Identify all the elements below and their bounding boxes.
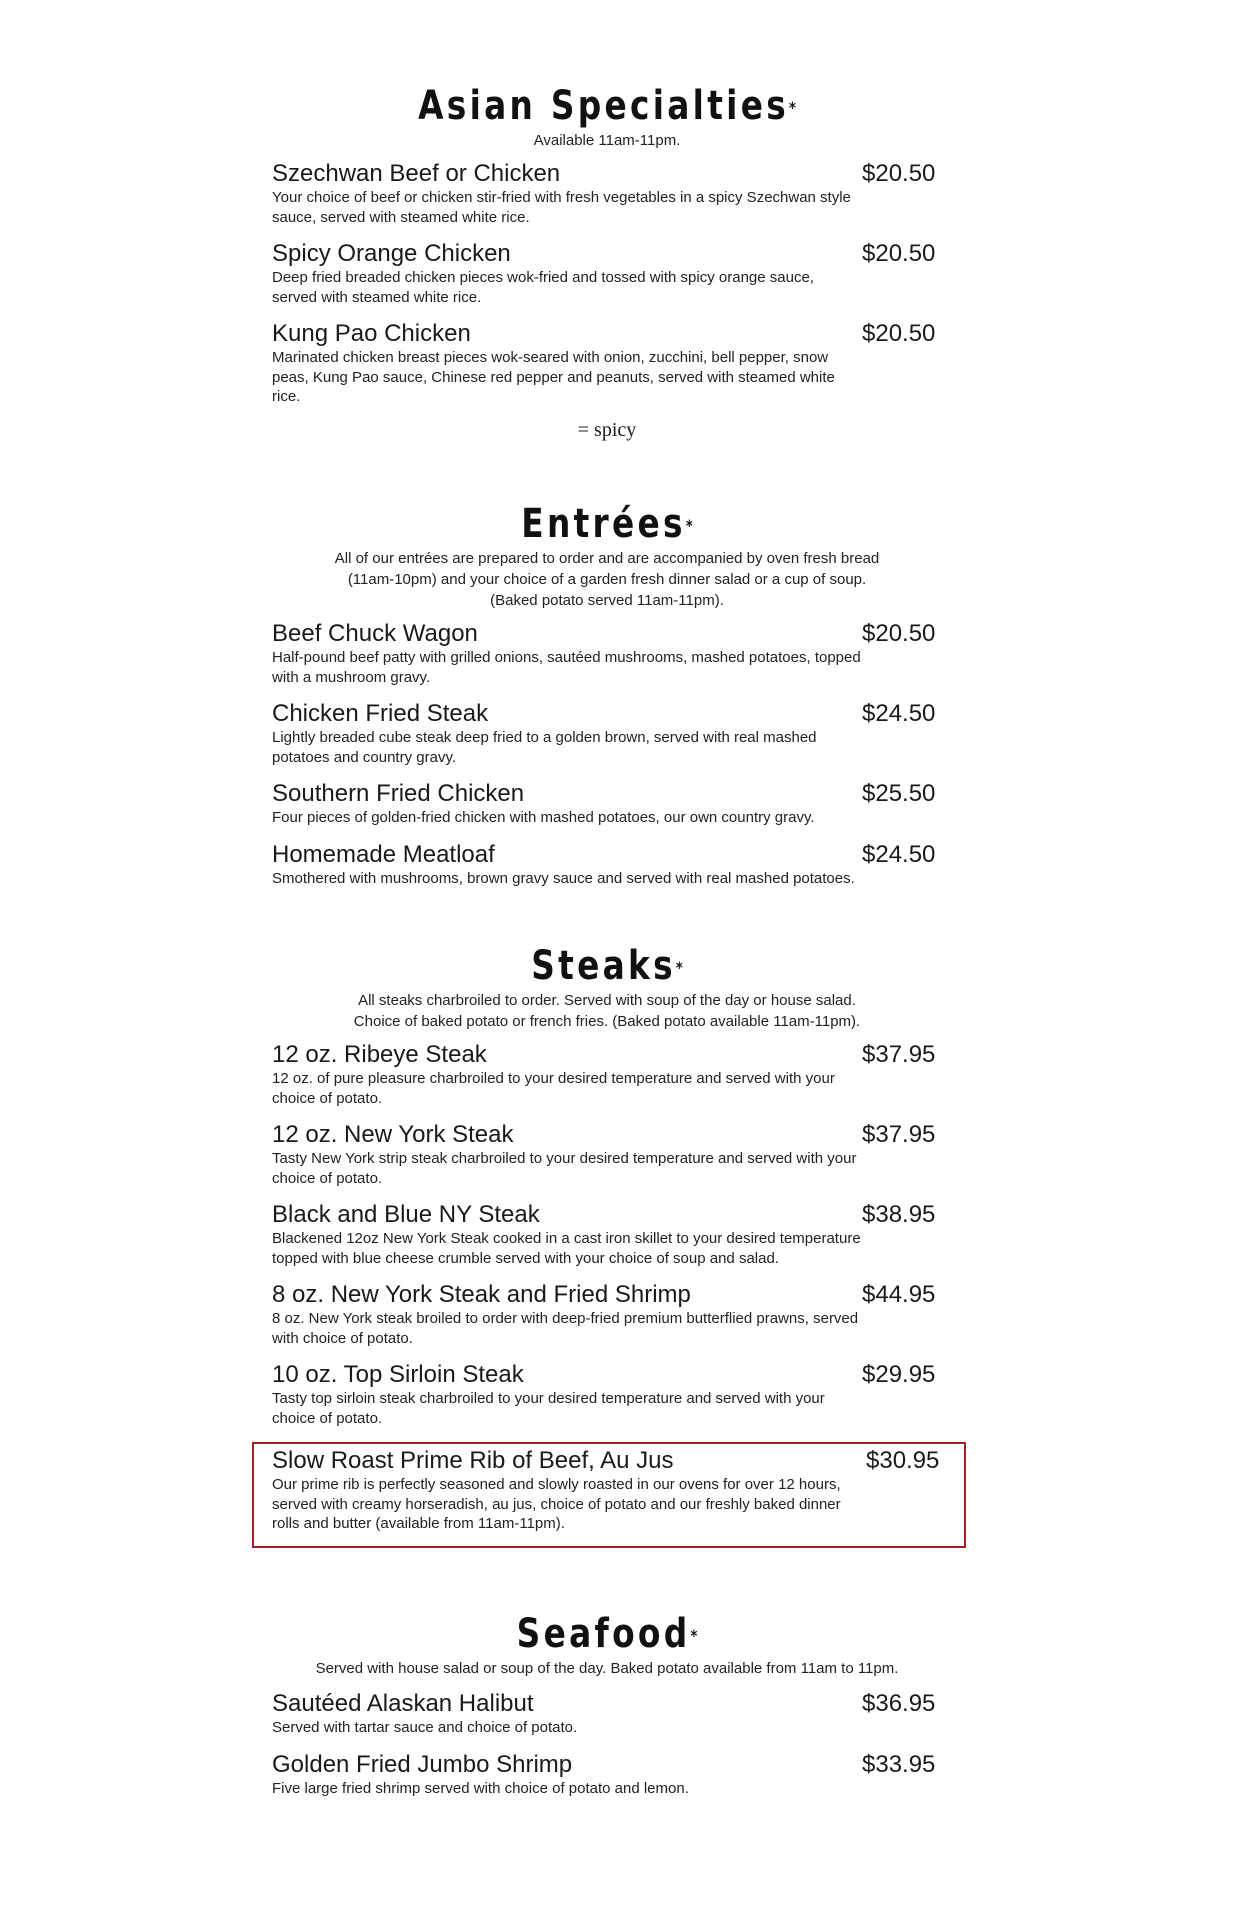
item-name: Golden Fried Jumbo Shrimp bbox=[272, 1750, 573, 1778]
section-subtitle: All of our entrées are prepared to order and are accompanied by oven fresh bread (11am-10pm) and your choice of a garden fresh dinner salad or a cup of soup. (Baked potato served 11am-11pm). bbox=[334, 550, 880, 609]
section-entrees bbox=[272, 502, 942, 888]
item-price: $33.95 bbox=[862, 1750, 936, 1778]
item-description: Blackened 12oz New York Steak cooked in a cast iron skillet to your desired temperature topped with blue cheese crumble served with your choice of soup and salad. bbox=[272, 1230, 861, 1267]
section-heading: Entrées* bbox=[521, 501, 693, 547]
item-description: Served with tartar sauce and choice of potato. bbox=[272, 1719, 578, 1736]
item-name: Spicy Orange Chicken bbox=[272, 240, 511, 267]
item-name: Kung Pao Chicken bbox=[272, 320, 471, 347]
item-name: 8 oz. New York Steak and Fried Shrimp bbox=[272, 1281, 691, 1308]
section-heading: Asian Specialties* bbox=[418, 83, 796, 129]
section-heading: Seafood* bbox=[516, 1611, 698, 1657]
item-name: Beef Chuck Wagon bbox=[272, 620, 478, 647]
item-price: $25.50 bbox=[862, 780, 936, 807]
item-price: $36.95 bbox=[862, 1690, 936, 1717]
item-description: Five large fried shrimp served with choice of potato and lemon. bbox=[272, 1779, 689, 1797]
asterisk: * bbox=[690, 1626, 698, 1645]
item-description: Your choice of beef or chicken stir-fried with fresh vegetables in a spicy Szechwan style sauce, served with steamed white rice. bbox=[272, 189, 851, 226]
item-name: 12 oz. Ribeye Steak bbox=[272, 1041, 487, 1068]
menu-item bbox=[272, 621, 942, 687]
item-name: Slow Roast Prime Rib of Beef, Au Jus bbox=[272, 1447, 674, 1474]
item-name: Chicken Fried Steak bbox=[272, 700, 489, 727]
item-name: Sautéed Alaskan Halibut bbox=[272, 1690, 534, 1717]
item-name: 12 oz. New York Steak bbox=[272, 1121, 514, 1148]
menu-item bbox=[272, 701, 942, 767]
item-name: Homemade Meatloaf bbox=[272, 840, 495, 868]
item-description: 12 oz. of pure pleasure charbroiled to your desired temperature and served with your choice of potato. bbox=[272, 1070, 835, 1107]
menu-item bbox=[272, 1202, 942, 1268]
asterisk: * bbox=[685, 516, 693, 535]
asterisk: * bbox=[675, 958, 683, 977]
item-description: Marinated chicken breast pieces wok-seared with onion, zucchini, bell pepper, snow peas, Kung Pao sauce, Chinese red pepper and peanuts, served with steamed white rice. bbox=[272, 349, 835, 405]
section-asian-specialties bbox=[272, 84, 942, 442]
asterisk: * bbox=[789, 98, 796, 117]
item-description: Tasty top sirloin steak charbroiled to your desired temperature and served with your choice of potato. bbox=[272, 1390, 825, 1427]
item-description: Our prime rib is perfectly seasoned and slowly roasted in our ovens for over 12 hours, served with creamy horseradish, au jus, choice of potato and our freshly baked dinner rolls and butter (available from 11am-11pm). bbox=[272, 1476, 841, 1532]
menu-item bbox=[272, 781, 942, 828]
menu-item bbox=[272, 1362, 942, 1428]
section-subtitle: All steaks charbroiled to order. Served with soup of the day or house salad. Choice of baked potato or french fries. (Baked potato available 11am-11pm). bbox=[353, 992, 861, 1030]
item-price: $37.95 bbox=[862, 1041, 936, 1068]
item-price: $37.95 bbox=[862, 1121, 936, 1148]
item-description: Lightly breaded cube steak deep fried to a golden brown, served with real mashed potatoes and country gravy. bbox=[272, 729, 817, 766]
item-price: $24.50 bbox=[862, 700, 936, 727]
item-price: $38.95 bbox=[862, 1201, 936, 1228]
item-price: $20.50 bbox=[862, 160, 936, 187]
item-price: $20.50 bbox=[862, 240, 936, 267]
item-description: Tasty New York strip steak charbroiled to your desired temperature and served with your choice of potato. bbox=[272, 1150, 857, 1187]
menu-item bbox=[272, 161, 942, 227]
item-description: Four pieces of golden-fried chicken with mashed potatoes, our own country gravy. bbox=[272, 809, 815, 826]
menu-item bbox=[272, 1752, 942, 1799]
item-description: Deep fried breaded chicken pieces wok-fried and tossed with spicy orange sauce, served with steamed white rice. bbox=[272, 269, 814, 306]
menu-item bbox=[272, 241, 942, 307]
featured-item-box bbox=[252, 1442, 966, 1548]
featured-menu-item bbox=[272, 1448, 946, 1534]
section-subtitle: Served with house salad or soup of the day. Baked potato available from 11am to 11pm. bbox=[315, 1660, 899, 1677]
item-description: Half-pound beef patty with grilled onions, sautéed mushrooms, mashed potatoes, topped with a mushroom gravy. bbox=[272, 649, 861, 686]
item-price: $30.95 bbox=[866, 1447, 940, 1474]
item-price: $20.50 bbox=[862, 320, 936, 347]
menu-item bbox=[272, 1122, 942, 1188]
menu-item bbox=[272, 1282, 942, 1348]
section-steaks bbox=[272, 944, 942, 1548]
item-price: $44.95 bbox=[862, 1281, 936, 1308]
menu-item bbox=[272, 842, 942, 889]
item-description: 8 oz. New York steak broiled to order with deep-fried premium butterflied prawns, served with choice of potato. bbox=[272, 1310, 859, 1347]
item-name: Black and Blue NY Steak bbox=[272, 1201, 540, 1228]
section-heading: Steaks* bbox=[531, 943, 683, 989]
item-name: Southern Fried Chicken bbox=[272, 780, 525, 807]
item-name: Szechwan Beef or Chicken bbox=[272, 160, 561, 187]
item-price: $24.50 bbox=[862, 840, 936, 868]
menu-item bbox=[272, 321, 942, 407]
menu-item bbox=[272, 1691, 942, 1738]
section-subtitle: Available 11am-11pm. bbox=[533, 132, 681, 149]
spicy-legend: = spicy bbox=[577, 418, 637, 441]
item-name: 10 oz. Top Sirloin Steak bbox=[272, 1361, 524, 1388]
item-price: $29.95 bbox=[862, 1361, 936, 1388]
item-price: $20.50 bbox=[862, 620, 936, 647]
item-description: Smothered with mushrooms, brown gravy sauce and served with real mashed potatoes. bbox=[272, 869, 855, 887]
menu-item bbox=[272, 1042, 942, 1108]
section-seafood bbox=[272, 1612, 942, 1798]
